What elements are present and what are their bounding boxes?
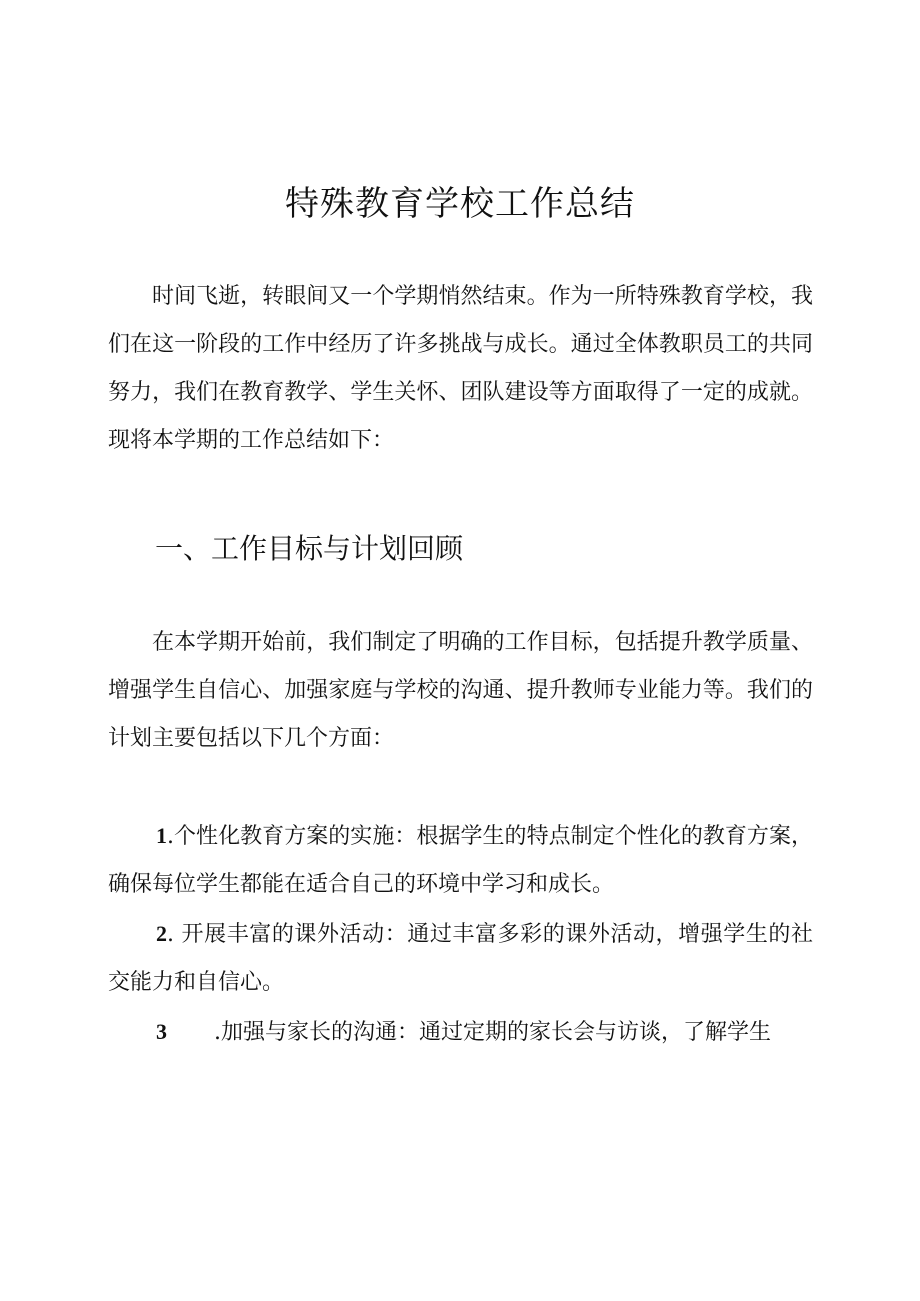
section-heading: 一、工作目标与计划回顾 <box>155 532 464 565</box>
list-item <box>108 812 813 909</box>
list-item-text: .加强与家长的沟通：通过定期的家长会与访谈，了解学生 <box>214 1020 771 1045</box>
list-item-text: .个性化教育方案的实施：根据学生的特点制定个性化的教育方案，确保每位学生都能在适合自己的环境中学习和成长。 <box>108 824 813 897</box>
list-item-text: . 开展丰富的课外活动：通过丰富多彩的课外活动，增强学生的社交能力和自信心。 <box>108 922 813 995</box>
section-paragraph: 在本学期开始前，我们制定了明确的工作目标，包括提升教学质量、增强学生自信心、加强家庭与学校的沟通、提升教师专业能力等。我们的计划主要包括以下几个方面： <box>108 630 813 751</box>
document-title: 特殊教育学校工作总结 <box>285 184 635 224</box>
intro-paragraph: 时间飞逝，转眼间又一个学期悄然结束。作为一所特殊教育学校，我们在这一阶段的工作中经历了许多挑战与成长。通过全体教职员工的共同努力，我们在教育教学、学生关怀、团队建设等方面取得了一定的成就。现将本学期的工作总结如下： <box>108 284 813 453</box>
list-item <box>108 910 813 1007</box>
list-item <box>108 1008 813 1057</box>
list-item-number: 3 <box>156 1019 167 1044</box>
list-item-number: 1 <box>156 823 167 848</box>
list-item-number: 2 <box>156 921 167 946</box>
